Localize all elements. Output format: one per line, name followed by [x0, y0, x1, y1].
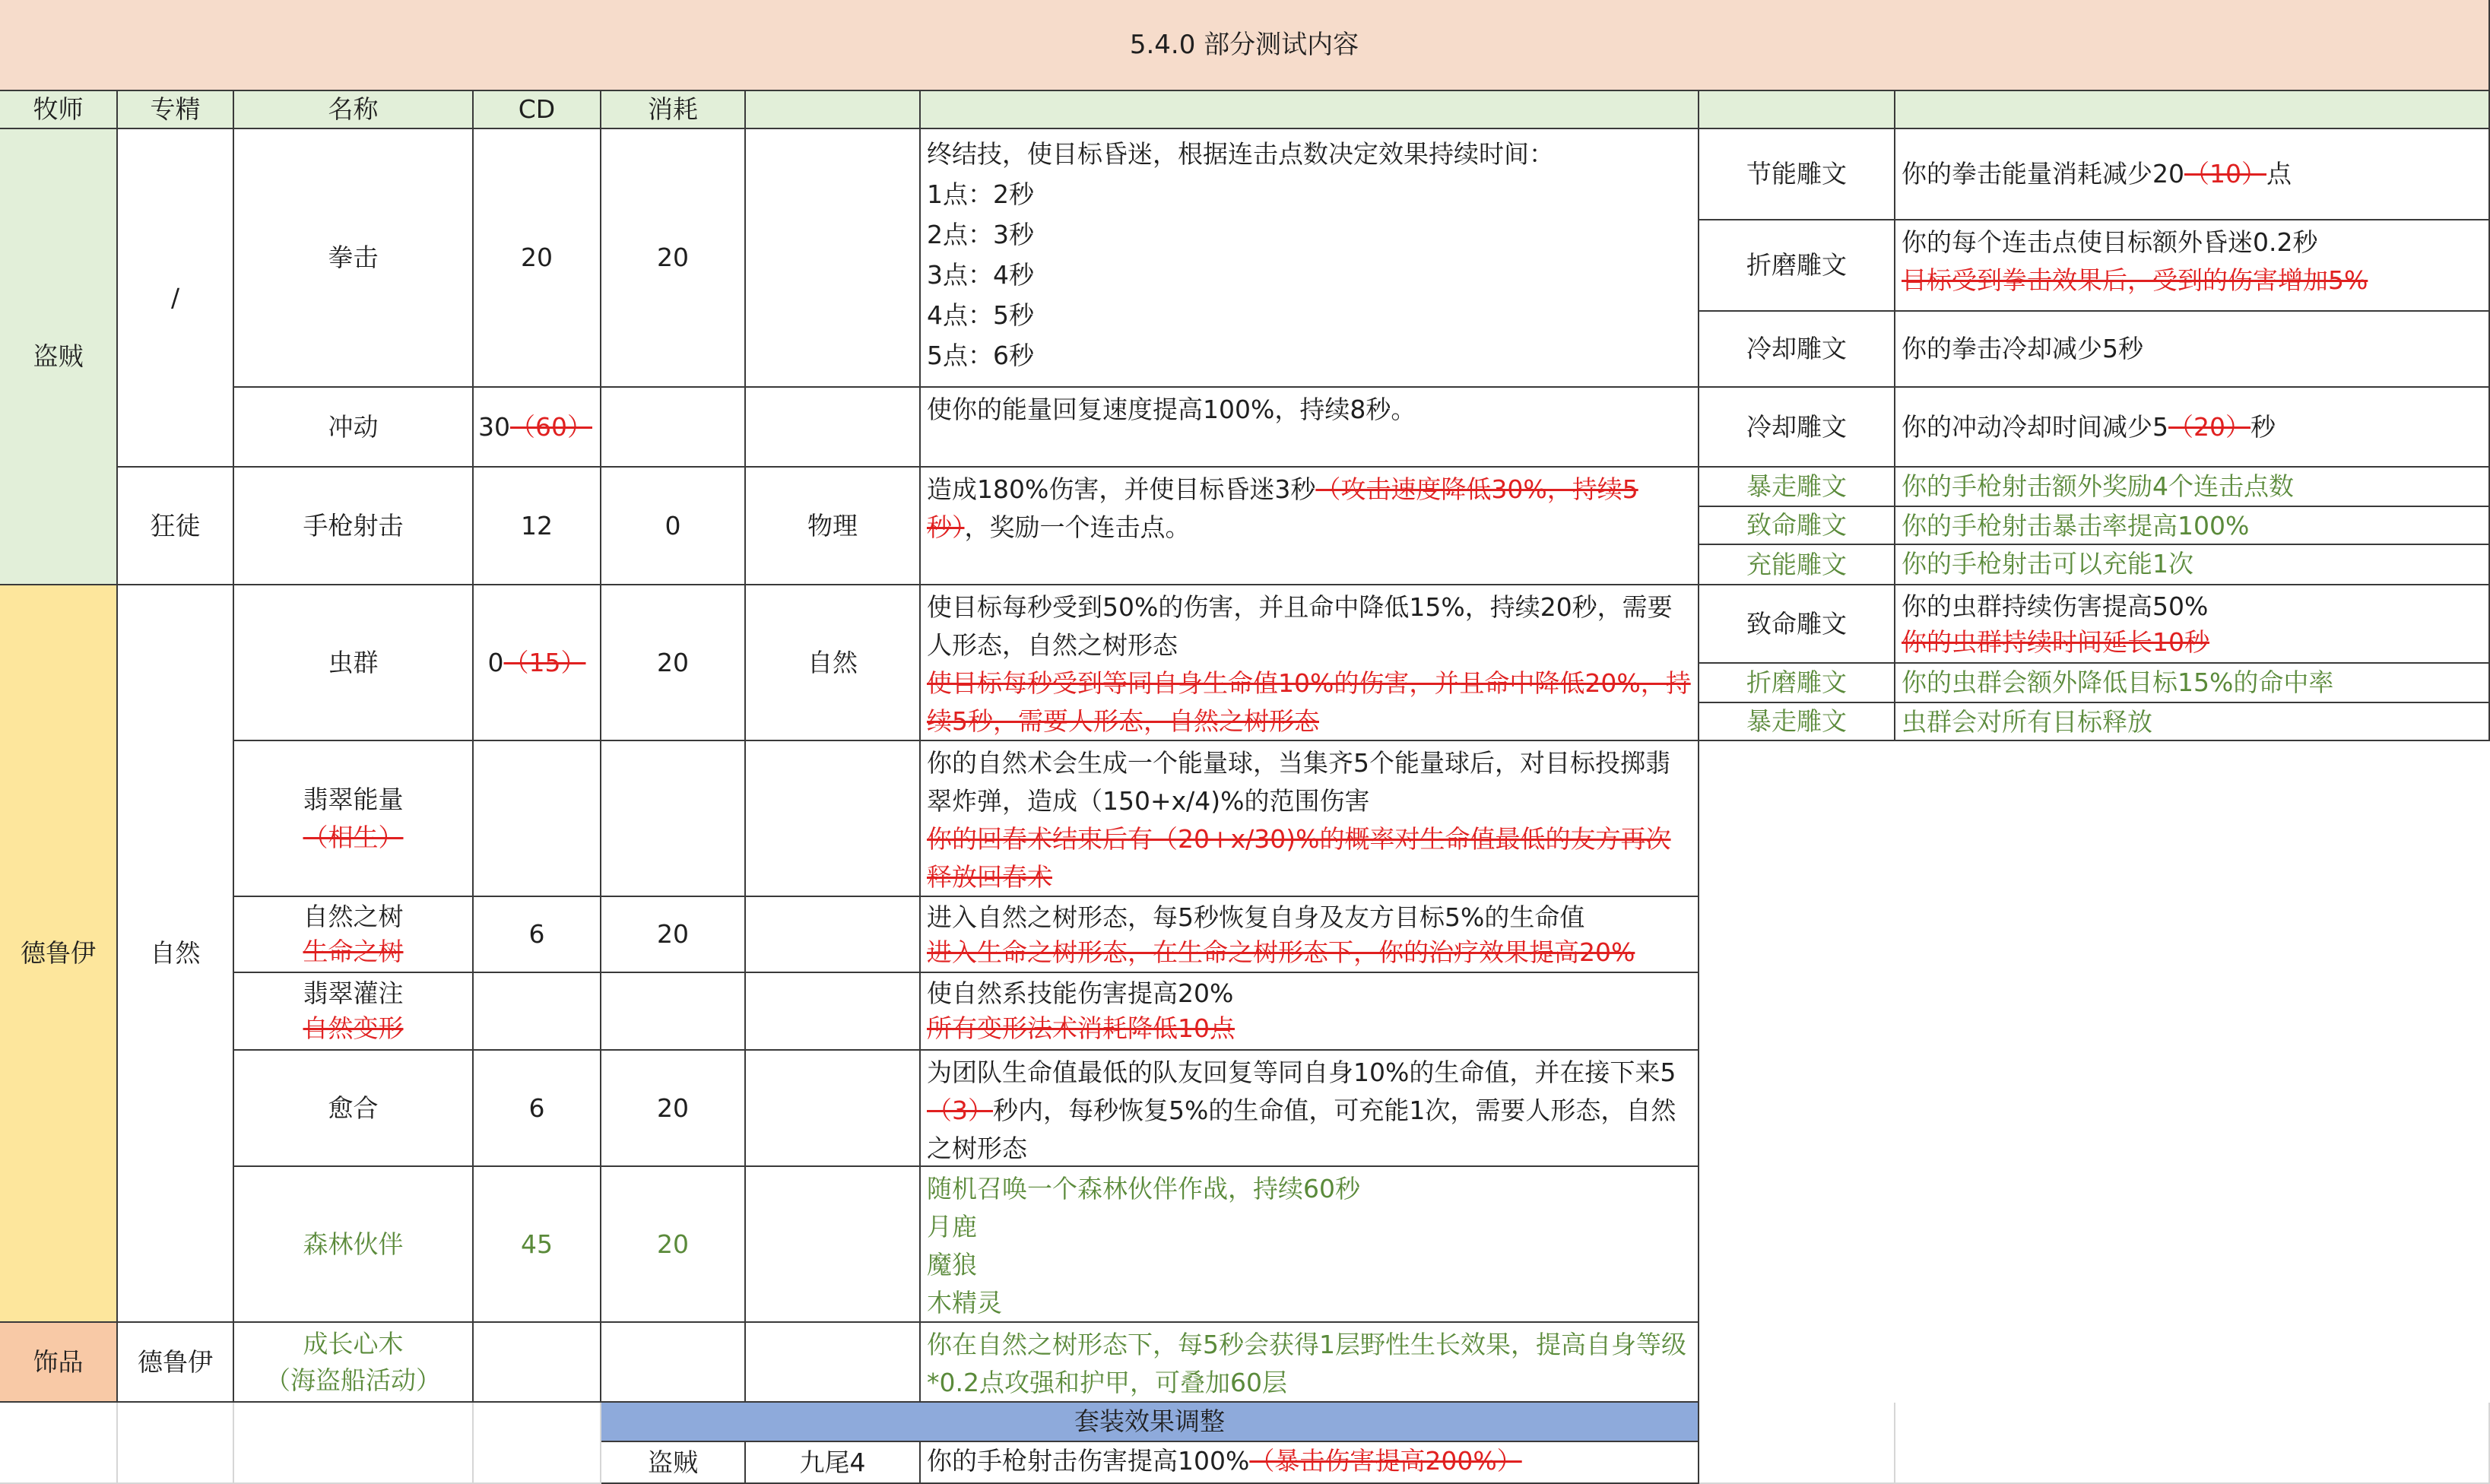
empty-cell [118, 1403, 234, 1484]
set-bonus-set: 九尾4 [746, 1442, 921, 1484]
name-old-text: 生命之树 [303, 937, 404, 966]
desc-line: 魔狼 [927, 1250, 977, 1279]
ability-cd-treeform: 6 [474, 897, 601, 973]
glyph-effect: 你的拳击冷却减少5秒 [1895, 312, 2490, 388]
ability-cost-companion: 20 [601, 1167, 746, 1323]
ability-desc-treeform [921, 897, 1699, 973]
ability-name-emerald [234, 741, 474, 897]
class-druid: 德鲁伊 [0, 585, 118, 1323]
name-subtext: （海盗船活动） [265, 1365, 441, 1395]
ability-name-companion: 森林伙伴 [234, 1167, 474, 1323]
ability-desc-heal [921, 1051, 1699, 1167]
cd-old-value: （15） [503, 647, 586, 677]
ability-school-kidney [746, 129, 921, 388]
trinket-desc: 你在自然之树形态下，每5秒会获得1层野性生长效果，提高自身等级*0.2点攻强和护甲，可叠加60层 [921, 1323, 1699, 1403]
glyph-removed-text: 你的虫群持续时间延长10秒 [1902, 627, 2209, 657]
header-cost: 消耗 [601, 91, 746, 129]
header-cd: CD [474, 91, 601, 129]
ability-cd-rush [474, 388, 601, 468]
desc-line: 3点：4秒 [927, 260, 1034, 290]
name-text: 自然之树 [303, 902, 404, 931]
header-glyph [1699, 91, 1895, 129]
name-text: 翡翠灌注 [303, 978, 404, 1008]
name-text: 成长心木 [303, 1328, 404, 1359]
ability-name-treeform [234, 897, 474, 973]
ability-cost-infusion [601, 973, 746, 1051]
empty-cell [1699, 1403, 1895, 1484]
desc-removed-text: 使目标每秒受到等同自身生命值10%的伤害，并且命中降低20%，持续5秒，需要人形态，自然之树形态 [927, 668, 1691, 736]
trinket-cost [601, 1323, 746, 1403]
ability-desc-companion [921, 1167, 1699, 1323]
cd-value: 0 [487, 647, 504, 677]
ability-school-swarm: 自然 [746, 585, 921, 741]
glyph-old-value: （10） [2184, 159, 2266, 189]
ability-desc-pistol [921, 468, 1699, 585]
ability-cost-rush [601, 388, 746, 468]
desc-text: 造成180%伤害，并使目标昏迷3秒 [927, 474, 1316, 504]
glyph-effect: 你的虫群会额外降低目标15%的命中率 [1895, 664, 2490, 703]
glyph-label: 暴走雕文 [1699, 703, 1895, 741]
trinket-school [746, 1323, 921, 1403]
header-class: 牧师 [0, 91, 118, 129]
ability-cd-swarm [474, 585, 601, 741]
desc-text: 使目标每秒受到50%的伤害，并且命中降低15%，持续20秒，需要人形态，自然之树形态 [927, 592, 1673, 660]
name-old-text: （相生） [303, 822, 404, 852]
desc-line: 4点：5秒 [927, 300, 1034, 330]
ability-cost-pistol: 0 [601, 468, 746, 585]
spec-trinket-druid: 德鲁伊 [118, 1323, 234, 1403]
ability-name-swarm: 虫群 [234, 585, 474, 741]
glyph-label: 充能雕文 [1699, 545, 1895, 585]
sheet-title: 5.4.0 部分测试内容 [0, 0, 2490, 91]
desc-text: 秒内，每秒恢复5%的生命值，可充能1次，需要人形态，自然之树形态 [927, 1096, 1676, 1163]
glyph-effect: 虫群会对所有目标释放 [1895, 703, 2490, 741]
ability-name-rush: 冲动 [234, 388, 474, 468]
desc-text: 为团队生命值最低的队友回复等同自身10%的生命值，并在接下来5 [927, 1058, 1676, 1087]
desc-text: 你的自然术会生成一个能量球，当集齐5个能量球后，对目标投掷翡翠炸弹，造成（150+x/4)%的范围伤害 [927, 748, 1670, 816]
ability-cost-heal: 20 [601, 1051, 746, 1167]
glyph-effect: 你的手枪射击可以充能1次 [1895, 545, 2490, 585]
glyph-label: 折磨雕文 [1699, 664, 1895, 703]
glyph-effect [1895, 585, 2490, 664]
desc-line: 终结技，使目标昏迷，根据连击点数决定效果持续时间： [927, 139, 1554, 169]
desc-line: 2点：3秒 [927, 220, 1034, 249]
glyph-label: 冷却雕文 [1699, 312, 1895, 388]
ability-desc-infusion [921, 973, 1699, 1051]
set-bonus-title: 套装效果调整 [601, 1403, 1699, 1442]
spec-outlaw: 狂徒 [118, 468, 234, 585]
glyph-effect [1895, 129, 2490, 220]
glyph-label: 致命雕文 [1699, 507, 1895, 545]
desc-removed-text: 你的回春术结束后有（20+x/30)%的概率对生命值最低的友方再次释放回春术 [927, 824, 1671, 892]
desc-text: 进入自然之树形态，每5秒恢复自身及友方目标5%的生命值 [927, 902, 1585, 932]
header-spec: 专精 [118, 91, 234, 129]
glyph-text: 你的冲动冷却时间减少5 [1902, 411, 2168, 442]
glyph-removed-text: 目标受到拳击效果后，受到的伤害增加5% [1902, 265, 2368, 295]
set-bonus-text: 你的手枪射击伤害提高100% [927, 1446, 1250, 1476]
header-glyph-effect [1895, 91, 2490, 129]
ability-cd-infusion [474, 973, 601, 1051]
glyph-label: 冷却雕文 [1699, 388, 1895, 468]
ability-school-heal [746, 1051, 921, 1167]
header-name: 名称 [234, 91, 474, 129]
empty-cell [0, 1403, 118, 1484]
set-bonus-desc [921, 1442, 1699, 1484]
class-trinket: 饰品 [0, 1323, 118, 1403]
glyph-suffix: 秒 [2251, 411, 2276, 442]
glyph-text: 你的拳击能量消耗减少20 [1902, 159, 2184, 189]
ability-cost-emerald [601, 741, 746, 897]
desc-text: ，奖励一个连击点。 [964, 512, 1191, 542]
trinket-cd [474, 1323, 601, 1403]
header-desc [921, 91, 1699, 129]
ability-desc-swarm [921, 585, 1699, 741]
ability-name-kidney: 拳击 [234, 129, 474, 388]
glyph-text: 你的每个连击点使目标额外昏迷0.2秒 [1902, 227, 2318, 257]
desc-text: 使自然系技能伤害提高20% [927, 978, 1234, 1008]
desc-removed-text: 进入生命之树形态，在生命之树形态下，你的治疗效果提高20% [927, 937, 1635, 967]
ability-desc-emerald [921, 741, 1699, 897]
set-bonus-class: 盗贼 [601, 1442, 746, 1484]
desc-removed-text: 所有变形法术消耗降低10点 [927, 1013, 1235, 1043]
ability-school-rush [746, 388, 921, 468]
glyph-label: 节能雕文 [1699, 129, 1895, 220]
spec-nature: 自然 [118, 585, 234, 1323]
glyph-text: 你的虫群持续伤害提高50% [1902, 591, 2209, 621]
desc-line: 随机召唤一个森林伙伴作战，持续60秒 [927, 1174, 1360, 1203]
ability-name-pistol: 手枪射击 [234, 468, 474, 585]
desc-line: 1点：2秒 [927, 179, 1034, 209]
spec-none: / [118, 129, 234, 468]
ability-name-heal: 愈合 [234, 1051, 474, 1167]
ability-cd-heal: 6 [474, 1051, 601, 1167]
glyph-effect: 你的手枪射击额外奖励4个连击点数 [1895, 468, 2490, 507]
desc-removed-text: （3） [927, 1096, 993, 1125]
ability-cost-swarm: 20 [601, 585, 746, 741]
ability-cd-emerald [474, 741, 601, 897]
empty-cell [234, 1403, 474, 1484]
desc-line: 月鹿 [927, 1212, 977, 1241]
ability-school-pistol: 物理 [746, 468, 921, 585]
ability-cd-companion: 45 [474, 1167, 601, 1323]
name-old-text: 自然变形 [303, 1013, 404, 1043]
empty-cell [474, 1403, 601, 1484]
ability-name-infusion [234, 973, 474, 1051]
glyph-effect: 你的手枪射击暴击率提高100% [1895, 507, 2490, 545]
trinket-name [234, 1323, 474, 1403]
header-school [746, 91, 921, 129]
ability-school-companion [746, 1167, 921, 1323]
ability-school-emerald [746, 741, 921, 897]
ability-cd-pistol: 12 [474, 468, 601, 585]
glyph-effect [1895, 220, 2490, 312]
ability-cost-treeform: 20 [601, 897, 746, 973]
glyph-label: 致命雕文 [1699, 585, 1895, 664]
desc-line: 5点：6秒 [927, 341, 1034, 370]
desc-line: 木精灵 [927, 1288, 1002, 1318]
glyph-label: 暴走雕文 [1699, 468, 1895, 507]
empty-cell [1895, 1403, 2490, 1484]
ability-cd-kidney: 20 [474, 129, 601, 388]
glyph-old-value: （20） [2168, 411, 2251, 442]
cd-value: 30 [478, 411, 510, 442]
ability-cost-kidney: 20 [601, 129, 746, 388]
name-text: 翡翠能量 [303, 784, 404, 814]
ability-school-infusion [746, 973, 921, 1051]
glyph-label: 折磨雕文 [1699, 220, 1895, 312]
ability-desc-rush: 使你的能量回复速度提高100%，持续8秒。 [921, 388, 1699, 468]
cd-old-value: （60） [510, 411, 592, 442]
ability-school-treeform [746, 897, 921, 973]
glyph-suffix: 点 [2266, 159, 2292, 189]
glyph-effect [1895, 388, 2490, 468]
class-rogue: 盗贼 [0, 129, 118, 585]
desc-removed-text: （攻击速度降低30%，持续5秒） [927, 474, 1638, 542]
ability-desc-kidney [921, 129, 1699, 388]
set-bonus-removed-text: （暴击伤害提高200%） [1249, 1446, 1522, 1476]
